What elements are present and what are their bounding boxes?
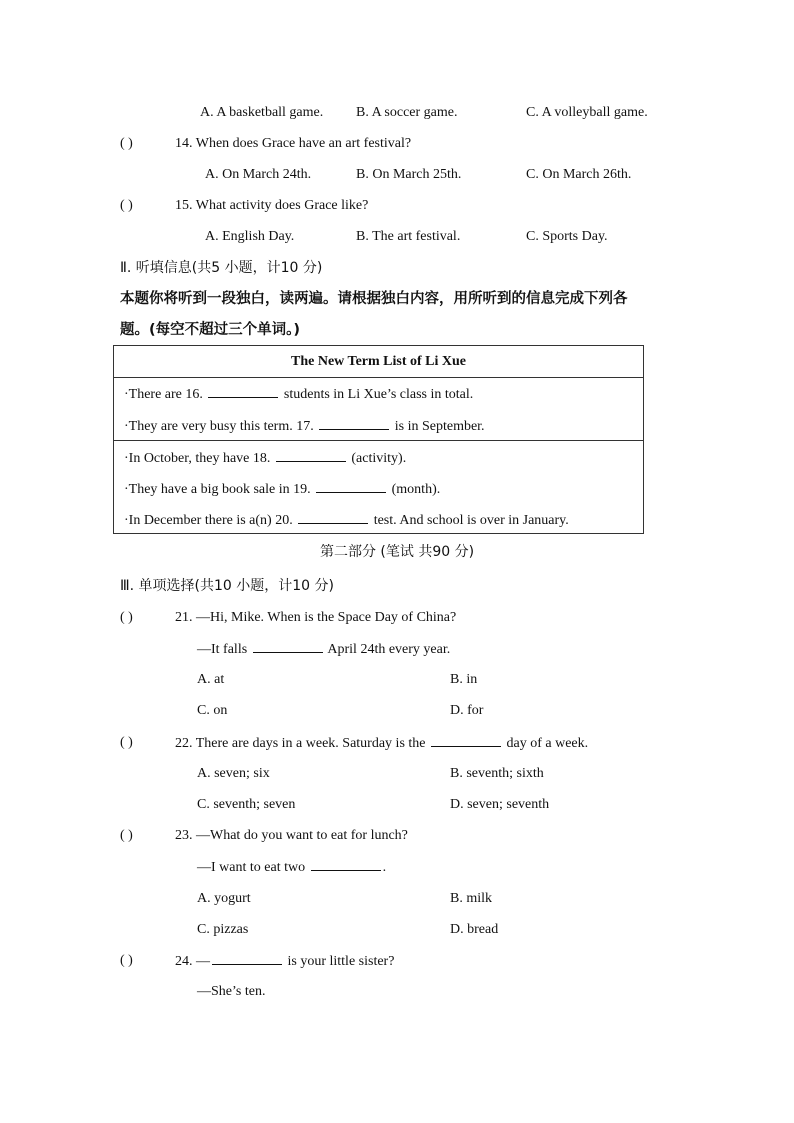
- row-18-text-end: (activity).: [351, 451, 407, 466]
- q21-blank[interactable]: [253, 640, 323, 653]
- blank-20[interactable]: [298, 511, 368, 524]
- table-row-16: [124, 385, 473, 404]
- q22-option-b: B. seventh; sixth: [450, 766, 544, 781]
- q15-option-c: C. Sports Day.: [526, 229, 608, 244]
- q14-option-a: A. On March 24th.: [205, 167, 312, 182]
- q23-option-d: D. bread: [450, 922, 499, 937]
- q24-question-end: is your little sister?: [287, 954, 395, 969]
- blank-18[interactable]: [276, 449, 346, 462]
- q14-question: 14. When does Grace have an art festival?: [175, 136, 412, 151]
- q22-answer-paren[interactable]: ( ): [120, 735, 133, 750]
- row-17-text-start: ·They are very busy this term. 17.: [124, 419, 314, 434]
- q21-line2-start: —It falls: [197, 642, 248, 657]
- table-title: The New Term List of Li Xue: [291, 354, 466, 369]
- table-row-19: [124, 480, 440, 499]
- q23-line2: [197, 858, 386, 877]
- q24-blank[interactable]: [212, 952, 282, 965]
- q15-answer-paren[interactable]: ( ): [120, 198, 133, 213]
- q23-option-b: B. milk: [450, 891, 493, 906]
- table-row-20: [124, 511, 569, 530]
- q22-option-d: D. seven; seventh: [450, 797, 550, 812]
- q15-option-b: B. The art festival.: [356, 229, 461, 244]
- blank-17[interactable]: [319, 417, 389, 430]
- q14-answer-paren[interactable]: ( ): [120, 136, 133, 151]
- q13-option-b: B. A soccer game.: [356, 105, 458, 120]
- section-3-heading: Ⅲ. 单项选择(共10 小题，计10 分): [120, 578, 335, 594]
- row-20-text-start: ·In December there is a(n) 20.: [124, 513, 293, 528]
- section-2-instruction-line1: 本题你将听到一段独白，读两遍。请根据独白内容，用所听到的信息完成下列各: [120, 291, 628, 307]
- table-row-18: [124, 449, 406, 468]
- q21-option-b: B. in: [450, 672, 478, 687]
- new-term-list-table: [113, 345, 644, 534]
- q24-line2: —She’s ten.: [197, 984, 266, 999]
- q22-option-a: A. seven; six: [197, 766, 270, 781]
- q15-question: 15. What activity does Grace like?: [175, 198, 369, 213]
- q22-question: [175, 734, 588, 753]
- q14-option-c: C. On March 26th.: [526, 167, 632, 182]
- q21-option-d: D. for: [450, 703, 484, 718]
- row-18-text-start: ·In October, they have 18.: [124, 451, 271, 466]
- q23-question: 23. —What do you want to eat for lunch?: [175, 828, 408, 843]
- row-19-text-end: (month).: [391, 482, 441, 497]
- section-2-instruction-line2: 题。(每空不超过三个单词。): [120, 322, 301, 338]
- q13-option-c: C. A volleyball game.: [526, 105, 648, 120]
- q21-option-a: A. at: [197, 672, 225, 687]
- q24-question: [175, 952, 394, 971]
- table-row-17: [124, 417, 485, 436]
- blank-19[interactable]: [316, 480, 386, 493]
- q23-line2-end: .: [382, 860, 387, 875]
- q22-question-end: day of a week.: [506, 736, 589, 751]
- q21-option-c: C. on: [197, 703, 228, 718]
- q23-line2-start: —I want to eat two: [197, 860, 306, 875]
- part-2-heading: 第二部分 (笔试 共90 分): [319, 544, 475, 560]
- q13-option-a: A. A basketball game.: [200, 105, 324, 120]
- section-2-heading: Ⅱ. 听填信息(共5 小题，计10 分): [120, 260, 323, 276]
- q24-answer-paren[interactable]: ( ): [120, 953, 133, 968]
- q21-line2: [197, 640, 450, 659]
- q15-option-a: A. English Day.: [205, 229, 295, 244]
- table-divider: [114, 440, 643, 441]
- q14-option-b: B. On March 25th.: [356, 167, 462, 182]
- blank-16[interactable]: [208, 385, 278, 398]
- q23-option-c: C. pizzas: [197, 922, 249, 937]
- q21-line2-end: April 24th every year.: [327, 642, 451, 657]
- row-19-text-start: ·They have a big book sale in 19.: [124, 482, 311, 497]
- row-16-text-start: ·There are 16.: [124, 387, 203, 402]
- q22-option-c: C. seventh; seven: [197, 797, 296, 812]
- q22-question-start: 22. There are days in a week. Saturday is the: [175, 736, 426, 751]
- row-17-text-end: is in September.: [394, 419, 485, 434]
- table-divider: [114, 377, 643, 378]
- row-20-text-end: test. And school is over in January.: [373, 513, 569, 528]
- q23-blank[interactable]: [311, 858, 381, 871]
- q23-option-a: A. yogurt: [197, 891, 251, 906]
- q21-question: 21. —Hi, Mike. When is the Space Day of China?: [175, 610, 457, 625]
- q23-answer-paren[interactable]: ( ): [120, 828, 133, 843]
- q22-blank[interactable]: [431, 734, 501, 747]
- q24-question-start: 24. —: [175, 954, 210, 969]
- row-16-text-end: students in Li Xue’s class in total.: [283, 387, 474, 402]
- q21-answer-paren[interactable]: ( ): [120, 610, 133, 625]
